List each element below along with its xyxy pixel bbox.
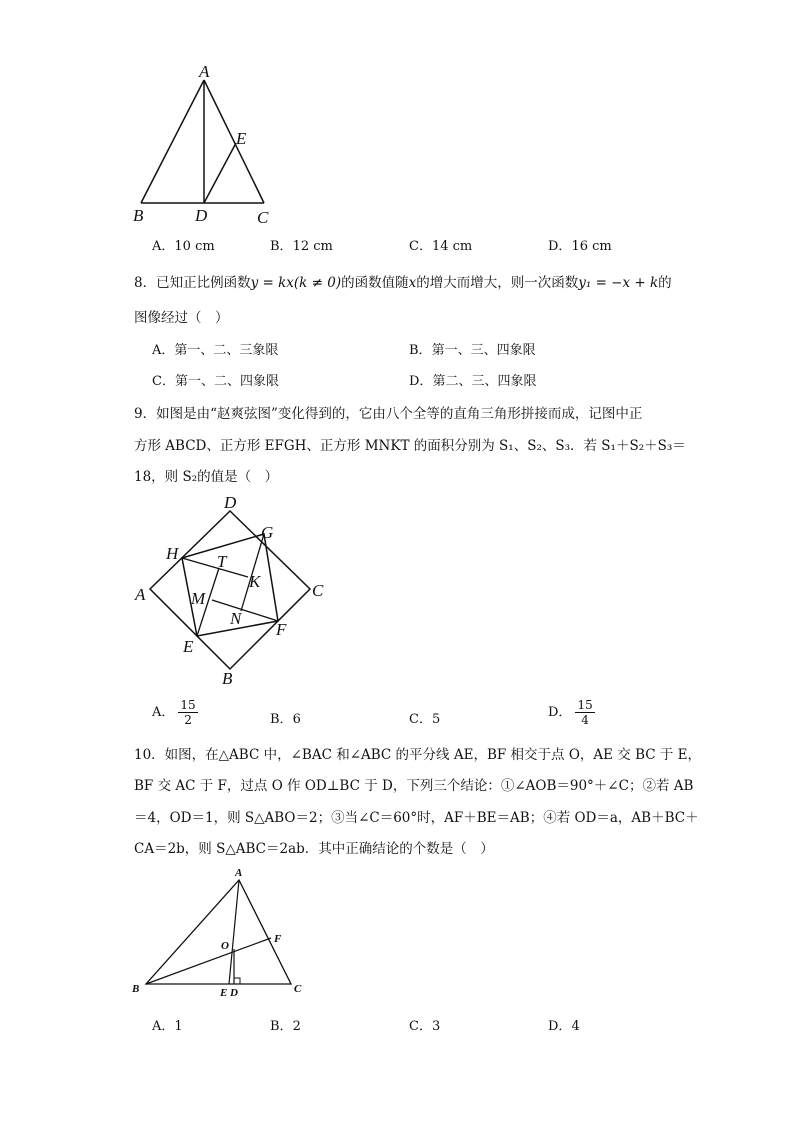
q9-label-d: D: [224, 493, 237, 512]
q7-option-c: C．14 cm: [409, 239, 473, 254]
q7-label-e: E: [236, 129, 247, 148]
q9-label-g: G: [261, 523, 274, 542]
q9-label-a: A: [135, 585, 146, 604]
q10-option-d: D．4: [548, 1019, 580, 1034]
q10-label-d: D: [230, 987, 238, 999]
q10-label-f: F: [274, 933, 282, 945]
q10-bisector-bf: [146, 938, 271, 984]
q10-label-a: A: [235, 867, 243, 879]
q9-option-b: B．6: [270, 712, 301, 727]
q9-label-b: B: [222, 669, 233, 688]
q9-stem-line3: 18，则 S₂的值是（ ）: [134, 469, 279, 485]
q7-label-c: C: [257, 208, 269, 227]
q9-label-m: M: [191, 589, 206, 608]
q7-label-b: B: [133, 206, 144, 225]
q7-option-a: A．10 cm: [152, 239, 215, 254]
q10-label-o: O: [221, 940, 229, 952]
q9-label-n: N: [230, 609, 242, 628]
q8-stem-line2: 图像经过（ ）: [134, 310, 229, 326]
q10-right-angle-mark: [234, 978, 240, 984]
q9-label-t: T: [217, 552, 227, 571]
q10-stem-line1: 10．如图，在△ABC 中，∠BAC 和∠ABC 的平分线 AE，BF 相交于点 O，AE 交 BC 于 E，: [134, 747, 702, 763]
q10-label-e: E: [220, 987, 228, 999]
q7-option-d: D．16 cm: [548, 239, 612, 254]
q10-option-a: A．1: [152, 1019, 183, 1034]
q9-line-fn: [212, 600, 278, 621]
q10-label-b: B: [132, 983, 140, 995]
q9-option-a: A． $\frac{15}{2}$: [152, 698, 196, 727]
q7-label-d: D: [195, 206, 208, 225]
q10-option-c: C．3: [409, 1019, 441, 1034]
q8-option-d: D．第二、三、四象限: [409, 374, 537, 389]
q8-option-b: B．第一、三、四象限: [409, 343, 536, 358]
q7-option-b: B．12 cm: [270, 239, 333, 254]
q7-side-ab: [141, 80, 204, 203]
q10-stem-line2: BF 交 AC 于 F，过点 O 作 OD⊥BC 于 D，下列三个结论：①∠AOB＝90°＋∠C；②若 AB: [134, 778, 694, 794]
q7-label-a: A: [199, 62, 210, 81]
q8-option-a: A．第一、二、三象限: [152, 343, 279, 358]
q8-stem-line1: 8．已知正比例函数y = kx(k ≠ 0)的函数值随x的增大而增大，则一次函数y₁ = −x + k的: [134, 275, 672, 291]
q8-option-c: C．第一、二、四象限: [152, 374, 279, 389]
q9-label-f: F: [276, 620, 287, 639]
q9-label-c: C: [312, 581, 324, 600]
q7-segment-de: [204, 143, 236, 203]
q10-stem-line3: ＝4，OD＝1，则 S△ABO＝2；③当∠C＝60°时，AF＋BE＝AB；④若 OD＝a，AB＋BC＋: [134, 810, 699, 826]
q7-figure: [125, 60, 285, 230]
q10-label-c: C: [294, 983, 302, 995]
q10-stem-line4: CA＝2b，则 S△ABC＝2ab．其中正确结论的个数是（ ）: [134, 841, 494, 857]
q9-square-abcd: [150, 511, 310, 669]
q9-label-k: K: [249, 572, 261, 591]
q9-stem-line2: 方形 ABCD、正方形 EFGH、正方形 MNKT 的面积分别为 S₁、S₂、S₃．若 S₁＋S₂＋S₃＝: [134, 438, 686, 454]
q9-option-d: D． $\frac{15}{4}$: [548, 698, 593, 727]
q9-line-ht: [182, 558, 248, 577]
q10-option-b: B．2: [270, 1019, 301, 1034]
q9-figure: [125, 488, 335, 693]
q10-figure: [125, 862, 315, 1002]
q9-stem-line1: 9．如图是由“赵爽弦图”变化得到的，它由八个全等的直角三角形拼接而成，记图中正: [134, 406, 643, 422]
q9-option-a-fraction: $\frac{15}{2}$: [180, 698, 196, 727]
q10-triangle-abc: [146, 880, 291, 984]
q9-option-c: C．5: [409, 712, 441, 727]
q9-option-d-fraction: $\frac{15}{4}$: [577, 698, 593, 727]
q9-label-h: H: [166, 544, 179, 563]
q9-label-e: E: [183, 637, 194, 656]
